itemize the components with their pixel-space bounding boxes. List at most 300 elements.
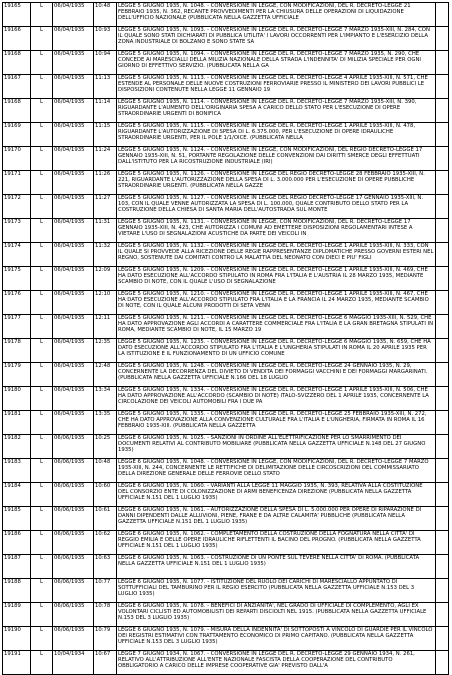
record-code (94, 339, 117, 363)
record-type (31, 195, 53, 219)
record-type-text: L (40, 531, 43, 537)
record-description-text: LEGGE 5 GIUGNO 1935, N. 1132. - CONVERSIONE IN LEGGE DEL R. DECRETO-LEGGE 1 APRILE 1935-XIII, N. 333, CON IL QUALE SI PROVVEDE ALLA RICEZIONE DELLE REGIE RAPPRESENTANZE DIPLOMATICHE PRESSO GOVERNI ESTERI NEL REGNO, SOSTENUTE DAI COMITATI CONTRO LA MALATTIA DEL NEONATO CON DIECI E PIU' FIGLI (118, 243, 434, 262)
record-date-text: 06/04/1935 (54, 147, 85, 153)
table-row (3, 3, 449, 27)
record-code (94, 627, 117, 651)
record-description (117, 243, 436, 267)
record-code-text: 10:77 (95, 579, 111, 585)
record-type (31, 411, 53, 435)
record-number-text: 19182 (4, 435, 21, 441)
record-date (53, 315, 94, 339)
record-number-text: 19170 (4, 147, 21, 153)
record-date-text: 06/06/1935 (54, 435, 85, 441)
record-type-text: L (40, 195, 43, 201)
record-date (53, 243, 94, 267)
record-type (31, 27, 53, 51)
record-type-text: L (40, 459, 43, 465)
record-type-text: L (40, 555, 43, 561)
record-number-text: 19173 (4, 219, 21, 225)
margin-cell (436, 219, 449, 243)
record-code-text: 11:26 (95, 171, 111, 177)
record-number-text: 19169 (4, 123, 21, 129)
record-date-text: 06/06/1935 (54, 627, 85, 633)
record-code-text: 11:31 (95, 219, 111, 225)
record-description-text: LEGGE 5 GIUGNO 1935, N. 1131. - CONVERSIONE IN LEGGE, CON MODIFICAZIONI, DEL R. DECRETO-LEGGE 17 GENNAIO 1935-XIII, N. 423, CHE AUTORIZZA I COMUNI AD EMETTERE DISPOSIZIONI REGOLAMENTARI INTESE A VIETARE L'USO DI SEGNALAZIONI ACUSTICHE DA PARTE DEI VEICOLI IN (118, 219, 413, 238)
record-type-text: L (40, 411, 43, 417)
record-date (53, 603, 94, 627)
margin-cell (436, 75, 449, 99)
record-description (117, 195, 436, 219)
record-code-text: 10:63 (95, 555, 111, 561)
margin-cell (436, 195, 449, 219)
record-number-text: 19165 (4, 3, 21, 9)
record-description (117, 75, 436, 99)
record-description (117, 171, 436, 195)
record-description-text: LEGGE 5 GIUGNO 1935, N. 1113. - CONVERSIONE IN LEGGE DEL R. DECRETO-LEGGE 4 APRILE 1935-XIII, N. 571, CHE ESTENDE AL PERSONALE DELLE NUOVE COSTRUZIONI FERROVIARIE PRESSO IL MINISTERO DEI LAVORI PUBBLICI LE DISPOSIZIONI CONTENUTE NELLA LEGGE 11 GENNAIO 19 (118, 75, 428, 94)
margin-cell (436, 651, 449, 675)
record-date-text: 06/04/1935 (54, 219, 85, 225)
record-code (94, 147, 117, 171)
record-date-text: 06/04/1935 (54, 171, 85, 177)
record-description-text: LEGGE 6 GIUGNO 1935, N. 1062. - COMPLETAMENTO DELLA COSTRUZIONE DELLA FOGNATURA NELLA CITTA' DI REGGIO EMILIA E DELLE OPERE IDRAULICHE RIFLETTENTI IL BACINO DEL PROGNO. (PUBBLICATA NELLA GAZZETTA UFFICIALE N.151 DEL 1 LUGLIO 1935) (118, 531, 421, 550)
record-number (3, 411, 31, 435)
record-code-text: 12:09 (95, 267, 111, 273)
record-description-text: LEGGE 5 GIUGNO 1935, N. 1211. - CONVERSIONE IN LEGGE DEL R. DECRETO-LEGGE 6 MAGGIO 1935-XIII, N. 529, CHE HA DATO APPROVAZIONE AGLI ACCORDI A CARATTERE COMMERCIALE FRA L'ITALIA E LA GRAN BRETAGNA STIPULATI IN ROMA, MEDIANTE SCAMBIO DI NOTE, IL 15 MARZO 19 (118, 315, 434, 334)
record-type (31, 315, 53, 339)
margin-cell (436, 435, 449, 459)
record-type (31, 531, 53, 555)
table-row (3, 411, 449, 435)
record-number (3, 579, 31, 603)
table-row (3, 603, 449, 627)
record-type (31, 627, 53, 651)
margin-cell (436, 531, 449, 555)
record-number-text: 19190 (4, 627, 21, 633)
record-type (31, 267, 53, 291)
record-code (94, 603, 117, 627)
record-code (94, 387, 117, 411)
record-description-text: LEGGE 5 GIUGNO 1935, N. 1093. - CONVERSIONE IN LEGGE DEL R. DECRETO-LEGGE 7 MARZO 1935-XIII, N. 284, CON IL QUALE SONO STATI DICHIARATI DI PUBBLICA UTILITA' I LAVORI OCCORRENTI PER L'IMPIANTO E L'ESERCIZIO DELLA ZONA INDUSTRIALE DI BOLZANO E SONO STATE SA (118, 27, 430, 46)
record-number-text: 19167 (4, 75, 21, 81)
record-description (117, 435, 436, 459)
record-type-text: L (40, 219, 43, 225)
record-type-text: L (40, 363, 43, 369)
record-date (53, 51, 94, 75)
record-code-text: 10:78 (95, 603, 111, 609)
records-table (2, 2, 449, 675)
record-type-text: L (40, 507, 43, 513)
record-date (53, 579, 94, 603)
table-row (3, 507, 449, 531)
record-code-text: 10:62 (95, 531, 111, 537)
record-number-text: 19187 (4, 555, 21, 561)
table-row (3, 387, 449, 411)
record-description-text: LEGGE 6 GIUGNO 1935, N. 1048. - CONVERSIONE IN LEGGE, CON MODIFICAZIONI, DEL R. DECRETO-LEGGE 7 MARZO 1935-XIII, N. 244, CONCERNENTE LE RETTIFICHE DI DELIMITAZIONE DELLE CIRCOSCRIZIONI DEL COMMISSARIATO DELLA DIREZIONE GENERALE DELLE FERROVIE DELLO STATO (118, 459, 429, 478)
margin-cell (436, 603, 449, 627)
record-type-text: L (40, 267, 43, 273)
record-code (94, 171, 117, 195)
record-code (94, 219, 117, 243)
margin-cell (436, 627, 449, 651)
record-date-text: 06/04/1935 (54, 315, 85, 321)
record-code-text: 11:24 (95, 147, 111, 153)
record-date-text: 06/04/1935 (54, 27, 85, 33)
table-row (3, 27, 449, 51)
record-description (117, 3, 436, 27)
record-type-text: L (40, 171, 43, 177)
margin-cell (436, 27, 449, 51)
record-code-text: 11:27 (95, 195, 111, 201)
record-description-text: LEGGE 5 GIUGNO 1935, N. 1127. - CONVERSIONE IN LEGGE DEL REGIO DECRETO-LEGGE 17 GENNAIO 1935-XIII, N. 103, CON IL QUALE VENNE AUTORIZZATA LA SPESA DI L. 100.000, QUALE CONTRIBUTO DELLO STATO PER LA COSTRUZIONE DELLA CHIESA DI SANTA MARIA DELL'AUTOSTRADA SUL MONTE (118, 195, 424, 214)
record-date (53, 411, 94, 435)
record-description-text: LEGGE 5 GIUGNO 1935, N. 1115. - CONVERSIONE IN LEGGE DEL R. DECRETO-LEGGE 1 APRILE 1935-XIII, N. 478, RIGUARDANTE L'AUTORIZZAZIONE DI SPESA DI L. 6.375.000, PER L'ESECUZIONE DI OPERE IDRAULICHE STRAORDINARIE URGENTI, PER IL POLE 1/1/OICE. (PUBBLICATA NELLA (118, 123, 416, 142)
record-code (94, 123, 117, 147)
table-row (3, 459, 449, 483)
record-type-text: L (40, 123, 43, 129)
record-date (53, 171, 94, 195)
record-description-text: LEGGE 5 GIUGNO 1935, N. 1048. - CONVERSIONE IN LEGGE, CON MODIFICAZIONI, DEL R. DECRETO-LEGGE 21 FEBBRAIO 1935, N. 362, RECANTE PROVVEDIMENTI PER LA CHIUSURA DELLE OPERAZIONI DI LIQUIDAZIONE DELL'UFFICIO NAZIONALE (PUBBLICATA NELLA GAZZETTA UFFICIALE (118, 3, 411, 22)
record-description (117, 579, 436, 603)
record-description-text: LEGGE 6 GIUGNO 1935, N. 1078. - BENEFICI DI ANZIANITA', NEL GRADO DI UFFICIALE DI COMPLEMENTO, AGLI EX VOLONTARI CICLISTI ED AUTOMOBILISTI DEI REPARTI DISCIOLTI NEL 1915. (PUBBLICATA NELLA GAZZETTA UFFICIALE N.153 DEL 3 LUGLIO 1935) (118, 603, 427, 622)
record-description (117, 339, 436, 363)
record-code-text: 10:93 (95, 27, 111, 33)
record-date-text: 06/04/1935 (54, 411, 85, 417)
record-date (53, 339, 94, 363)
record-number-text: 19175 (4, 267, 21, 273)
record-number (3, 147, 31, 171)
record-number (3, 339, 31, 363)
record-number-text: 19180 (4, 387, 21, 393)
table-row (3, 243, 449, 267)
record-description-text: LEGGE 5 GIUGNO 1935, N. 1210. - CONVERSIONE IN LEGGE DEL R. DECRETO-LEGGE 1 APRILE 1935-XIII, N. 467, CHE HA DATO ESECUZIONE ALL'ACCORDO STIPULATO FRA L'ITALIA E LA FRANCIA IL 24 MARZO 1935, MEDIANTE SCAMBIO DI NOTE, CON IL QUALE ALCUNI PRODOTTI DI SETA VENN (118, 291, 429, 310)
record-date (53, 459, 94, 483)
record-code-text: 13:34 (95, 387, 111, 393)
record-description (117, 267, 436, 291)
margin-cell (436, 483, 449, 507)
record-type (31, 651, 53, 675)
record-number-text: 19166 (4, 27, 21, 33)
record-type-text: L (40, 603, 43, 609)
table-row (3, 627, 449, 651)
record-type (31, 507, 53, 531)
margin-cell (436, 411, 449, 435)
record-date (53, 3, 94, 27)
record-date-text: 10/04/1934 (54, 651, 85, 657)
record-type (31, 603, 53, 627)
record-number (3, 3, 31, 27)
record-code-text: 12:48 (95, 363, 111, 369)
record-type (31, 363, 53, 387)
record-number (3, 123, 31, 147)
record-number (3, 531, 31, 555)
record-number (3, 483, 31, 507)
record-date-text: 06/04/1935 (54, 99, 85, 105)
record-date-text: 06/06/1935 (54, 603, 85, 609)
record-description (117, 219, 436, 243)
table-row (3, 75, 449, 99)
record-number-text: 19168 (4, 99, 21, 105)
record-number (3, 435, 31, 459)
record-type-text: L (40, 315, 43, 321)
record-number-text: 19181 (4, 411, 21, 417)
record-type-text: L (40, 243, 43, 249)
record-number (3, 243, 31, 267)
margin-cell (436, 315, 449, 339)
record-date (53, 195, 94, 219)
record-description-text: LEGGE 5 GIUGNO 1935, N. 1248. - CONVERSIONE IN LEGGE DEL R. DECRETO-LEGGE 24 GENNAIO 1935, N. 29, CONCERNENTE LA DECORRENZA DEL DIVIETO DI VENDITA DEI FORMAGGI VACCHINI E DEI FORMAGGI MARGARINATI. (PUBBLICATA NELLA GAZZETTA UFFICIALE N.166 DEL 18 LUGLIO (118, 363, 428, 382)
record-description (117, 531, 436, 555)
record-number (3, 459, 31, 483)
record-description (117, 387, 436, 411)
record-number (3, 363, 31, 387)
table-row (3, 267, 449, 291)
record-date (53, 483, 94, 507)
record-type-text: L (40, 627, 43, 633)
record-code (94, 507, 117, 531)
record-type (31, 123, 53, 147)
record-code-text: 12:35 (95, 339, 111, 345)
record-number (3, 195, 31, 219)
record-description (117, 651, 436, 675)
record-number-text: 19191 (4, 651, 21, 657)
record-number-text: 19178 (4, 339, 21, 345)
record-type (31, 435, 53, 459)
record-number (3, 267, 31, 291)
record-date (53, 555, 94, 579)
margin-cell (436, 171, 449, 195)
record-description (117, 483, 436, 507)
record-code-text: 10:61 (95, 507, 111, 513)
record-code (94, 651, 117, 675)
record-description-text: LEGGE 5 GIUGNO 1935, N. 1094. - CONVERSIONE IN LEGGE DEL R. DECRETO-LEGGE 7 MARZO 1935, N. 290, CHE CONCEDE AI MARESCIALLI DELLA MILIZIA NAZIONALE DELLA STRADA L'INDENNITA' DI MILIZIA SPECIALE PER OGNI GIORNO DI EFFETTIVO SERVIZIO. (PUBBLICATA NELLA GA (118, 51, 421, 70)
table-row (3, 363, 449, 387)
record-description (117, 411, 436, 435)
table-row (3, 315, 449, 339)
record-description-text: LEGGE 6 GIUGNO 1935, N. 1079. - MISURA DELLA INDENNITA' DI SOTTOPOSTI A VINCOLO DI GUARDIE PER IL VINCOLO DEI REGISTRI ESTIMATIVI CON TRATTAMENTO ECONOMICO DI PRIMO CAPITANO. (PUBBLICATA NELLA GAZZETTA UFFICIALE N.153 DEL 3 LUGLIO 1935) (118, 627, 433, 646)
record-type (31, 99, 53, 123)
record-description (117, 99, 436, 123)
record-date (53, 627, 94, 651)
margin-cell (436, 3, 449, 27)
record-number-text: 19168 (4, 51, 21, 57)
table-row (3, 99, 449, 123)
table-row (3, 219, 449, 243)
record-date (53, 291, 94, 315)
record-type (31, 291, 53, 315)
record-date (53, 99, 94, 123)
record-number-text: 19174 (4, 243, 21, 249)
margin-cell (436, 267, 449, 291)
record-code (94, 459, 117, 483)
record-code-text: 10:94 (95, 51, 111, 57)
record-code-text: 13:35 (95, 411, 111, 417)
record-description-text: LEGGE 6 GIUGNO 1935, N. 1077. - ISTITUZIONE DEL RUOLO DEI CARICHI DI MARESCIALLO APPUNTATO DI SOTTUFFICIALI DEL TAMBURINO PER IL REGIO ESERCITO (PUBBLICATA NELLA GAZZETTA UFFICIALE N.153 DEL 3 LUGLIO 1935) (118, 579, 415, 598)
record-date (53, 651, 94, 675)
record-type-text: L (40, 291, 43, 297)
record-code-text: 10:60 (95, 483, 111, 489)
record-number (3, 651, 31, 675)
record-code (94, 27, 117, 51)
table-row (3, 579, 449, 603)
record-type (31, 75, 53, 99)
record-number (3, 315, 31, 339)
margin-cell (436, 507, 449, 531)
record-number (3, 99, 31, 123)
record-type-text: L (40, 51, 43, 57)
record-description (117, 555, 436, 579)
record-description-text: LEGGE 6 GIUGNO 1935, N. 1025. - SANZIONI IN ORDINE ALL'ELETTRIFICAZIONE PER LO SMARRIMENTO DEI DOCUMENTI RELATIVI AL CONTRIBUTO MOBILIARE (PUBBLICATA NELLA GAZZETTA UFFICIALE N.148 DEL 27 GIUGNO 1935) (118, 435, 426, 454)
record-description-text: LEGGE 6 GIUGNO 1935, N. 1060. - VARIANTI ALLA LEGGE 11 MAGGIO 1935, N. 393, RELATIVA ALLA COSTITUZIONE DEL CONSORZIO ENTE DI COLONIZZAZIONE DI ARMI BENEFICENZA DIREZIONE (PUBBLICATA NELLA GAZZETTA UFFICIALE N.151 DEL 1 LUGLIO 1935) (118, 483, 423, 502)
record-type (31, 555, 53, 579)
table-row (3, 435, 449, 459)
margin-cell (436, 243, 449, 267)
record-description (117, 603, 436, 627)
record-type-text: L (40, 147, 43, 153)
record-number (3, 27, 31, 51)
record-number-text: 19183 (4, 459, 21, 465)
record-code (94, 267, 117, 291)
record-number (3, 291, 31, 315)
record-code-text: 10:25 (95, 435, 111, 441)
record-code (94, 411, 117, 435)
record-description (117, 459, 436, 483)
record-date-text: 06/04/1935 (54, 387, 85, 393)
record-number-text: 19179 (4, 363, 21, 369)
record-description (117, 315, 436, 339)
record-date (53, 363, 94, 387)
record-number-text: 19177 (4, 315, 21, 321)
table-row (3, 531, 449, 555)
record-code-text: 11:14 (95, 99, 111, 105)
margin-cell (436, 123, 449, 147)
table-row (3, 123, 449, 147)
record-description-text: LEGGE 6 GIUGNO 1935, N. 1061. - AUTORIZZAZIONE DELLA SPESA DI L. 5.000.000 PER OPERE DI RIPARAZIONE DI DANNI DIPENDENTI DALLE ALLUVIONI, PIENE, FRANE E DA ALTRE CALAMITA' PUBBLICHE (PUBBLICATA NELLA GAZZETTA UFFICIALE N.151 DEL 1 LUGLIO 1935) (118, 507, 422, 526)
record-code-text: 10:48 (95, 3, 111, 9)
record-code-text: 11:32 (95, 243, 111, 249)
margin-cell (436, 555, 449, 579)
record-date-text: 06/04/1935 (54, 243, 85, 249)
record-description-text: LEGGE 5 GIUGNO 1935, N. 1235. - CONVERSIONE IN LEGGE DEL R. DECRETO-LEGGE 6 MAGGIO 1935, N. 659, CHE HA DATO ESECUZIONE ALL'ACCORDO STIPULATO FRA L'ITALIA E L'UNGHERIA STIPULATI IN ROMA IL 20 APRILE 1935 PER LA ISTITUZIONE E IL FUNZIONAMENTO DI UN UFFICIO COMUNE (118, 339, 431, 358)
record-code-text: 12:10 (95, 291, 111, 297)
record-code (94, 75, 117, 99)
record-type-text: L (40, 339, 43, 345)
record-code-text: 11:15 (95, 123, 111, 129)
record-type-text: L (40, 27, 43, 33)
record-date (53, 147, 94, 171)
record-date-text: 06/04/1935 (54, 291, 85, 297)
record-description-text: LEGGE 7 GIUGNO 1934, N. 1067. - CONVERSIONE IN LEGGE DEL R. DECRETO-LEGGE 29 GENNAIO 1934, N. 261, RELATIVO ALL'ATTRIBUZIONE ALL'ENTE NAZIONALE FASCISTA DELLA COOPERAZIONE DEL CONTRIBUTO OBBLIGATORIO A CARICO DELLE IMPRESE COOPERATIVE GIA' PREVISTO DALL'A (118, 651, 415, 670)
record-number (3, 603, 31, 627)
record-description (117, 363, 436, 387)
record-date-text: 06/04/1935 (54, 195, 85, 201)
record-type (31, 483, 53, 507)
record-date-text: 06/04/1935 (54, 363, 85, 369)
record-number-text: 19172 (4, 195, 21, 201)
record-date (53, 123, 94, 147)
record-date (53, 387, 94, 411)
record-type-text: L (40, 99, 43, 105)
record-code (94, 579, 117, 603)
record-type (31, 243, 53, 267)
record-type-text: L (40, 435, 43, 441)
record-date-text: 06/04/1935 (54, 339, 85, 345)
records-body (3, 3, 449, 675)
record-code (94, 243, 117, 267)
record-code (94, 315, 117, 339)
record-date-text: 06/04/1935 (54, 3, 85, 9)
record-number-text: 19189 (4, 603, 21, 609)
record-code (94, 291, 117, 315)
record-description-text: LEGGE 5 GIUGNO 1935, N. 1114. - CONVERSIONE IN LEGGE DEL R. DECRETO-LEGGE 7 MARZO 1935-XIII, N. 390, RIGUARDANTE L'AUMENTO DELL'ORIGINARIA SPESA A CARICO DELLO STATO PER L'ESECUZIONE DI OPERE STRAORDINARIE URGENTI DI BONIFICA (118, 99, 417, 118)
record-code-text: 10:48 (95, 459, 111, 465)
table-row (3, 555, 449, 579)
margin-cell (436, 339, 449, 363)
record-code (94, 531, 117, 555)
record-type-text: L (40, 3, 43, 9)
record-date (53, 531, 94, 555)
margin-cell (436, 291, 449, 315)
record-code-text: 10:67 (95, 651, 111, 657)
record-type-text: L (40, 579, 43, 585)
record-date (53, 75, 94, 99)
margin-cell (436, 579, 449, 603)
record-code (94, 555, 117, 579)
record-number (3, 171, 31, 195)
record-number (3, 387, 31, 411)
record-type (31, 3, 53, 27)
record-description-text: LEGGE 5 GIUGNO 1935, N. 1126. - CONVERSIONE IN LEGGE DEL REGIO DECRETO-LEGGE 28 FEBBRAIO 1935-XIII, N. 221, RIGUARDANTE L'AUTORIZZAZIONE DELLA SPESA DI L. 3.000.000 PER L'ESECUZIONE DI OPERE PUBBLICHE STRAORDINARIE URGENTI. (PUBBLICATA NELLA GAZZE (118, 171, 425, 190)
record-number-text: 19184 (4, 483, 21, 489)
record-date-text: 06/04/1935 (54, 51, 85, 57)
record-date-text: 06/06/1935 (54, 507, 85, 513)
record-date (53, 507, 94, 531)
record-code (94, 195, 117, 219)
record-description (117, 147, 436, 171)
record-code-text: 12:11 (95, 315, 111, 321)
record-number (3, 507, 31, 531)
record-code (94, 483, 117, 507)
record-number (3, 75, 31, 99)
record-type (31, 459, 53, 483)
margin-cell (436, 387, 449, 411)
record-date (53, 267, 94, 291)
record-type-text: L (40, 483, 43, 489)
record-code (94, 99, 117, 123)
record-number-text: 19171 (4, 171, 21, 177)
record-type (31, 579, 53, 603)
record-number (3, 51, 31, 75)
record-code-text: 10:79 (95, 627, 111, 633)
record-type (31, 387, 53, 411)
record-type (31, 171, 53, 195)
margin-cell (436, 363, 449, 387)
record-type-text: L (40, 387, 43, 393)
record-description (117, 123, 436, 147)
record-date-text: 06/06/1935 (54, 579, 85, 585)
margin-cell (436, 99, 449, 123)
record-description-text: LEGGE 6 GIUGNO 1935, N. 1063. - COSTRUZIONE DI UN PONTE SUL TEVERE NELLA CITTA' DI ROMA. (PUBBLICATA NELLA GAZZETTA UFFICIALE N.151 DEL 1 LUGLIO 1935) (118, 555, 420, 568)
record-description-text: LEGGE 5 GIUGNO 1935, N. 1335. - CONVERSIONE IN LEGGE DEL R. DECRETO-LEGGE 25 FEBBRAIO 1935-XIII, N. 272, CHE HA DATO APPROVAZIONE ALLA CONVENZIONE CULTURALE FRA L'ITALIA E L'UNGHERIA, FIRMATA IN ROMA IL 16 FEBBRAIO 1935-XIII. (PUBBLICATA NELLA GAZZETTA (118, 411, 427, 430)
record-description (117, 507, 436, 531)
record-date-text: 06/04/1935 (54, 267, 85, 273)
record-number-text: 19188 (4, 579, 21, 585)
margin-cell (436, 51, 449, 75)
record-date-text: 06/06/1935 (54, 459, 85, 465)
record-date-text: 06/04/1935 (54, 123, 85, 129)
record-description-text: LEGGE 5 GIUGNO 1935, N. 1124. - CONVERSIONE IN LEGGE, CON MODIFICAZIONI, DEL REGIO DECRETO-LEGGE 17 GENNAIO 1935-XIII, N. 51, PORTANTE REGOLAZIONE DELLE CONVENZIONI DAI DIRITTI SMERCE DEGLI EFFETTUATI DALL'ISTITUTO PER LA RICOSTRUZIONE INDUSTRIALE (IRI) (118, 147, 423, 166)
record-date (53, 219, 94, 243)
record-type (31, 339, 53, 363)
